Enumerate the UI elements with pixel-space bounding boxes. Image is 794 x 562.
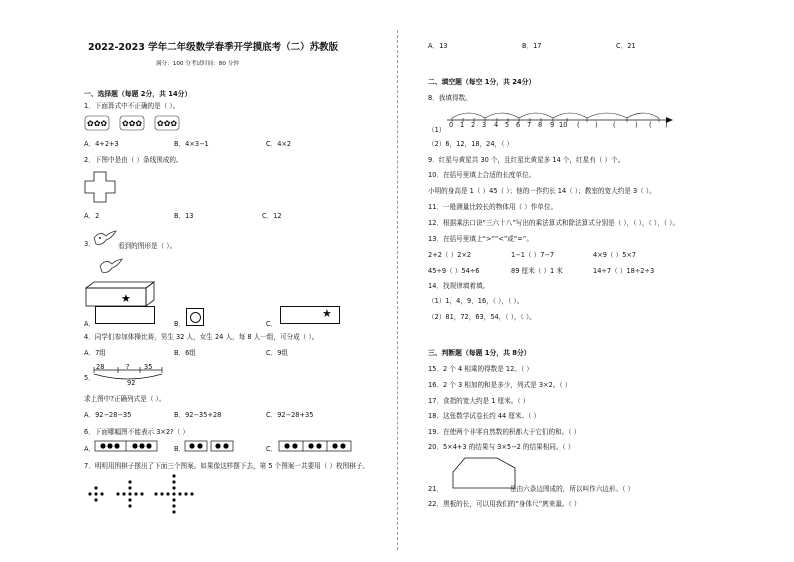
pattern-1	[88, 486, 103, 501]
question-3-number: 3．	[84, 240, 95, 248]
q5-option-b[interactable]: B．92−35+28	[174, 411, 222, 419]
cuboid-figure	[84, 280, 156, 308]
tick-label: 3	[482, 121, 487, 129]
blank-close[interactable]: )	[665, 121, 668, 129]
q14-part1[interactable]: （1）1，4，9，16，（ ），（ ）。	[428, 297, 524, 305]
group-2-picture	[120, 116, 144, 130]
question-4: 4．同学们参加体操比赛，男生 32 人，女生 24 人，每 8 人一组，可分成（ ）。	[84, 333, 319, 341]
question-18[interactable]: 18．这张数学试卷长约 44 厘米。（ ）	[428, 412, 541, 420]
q3-option-c-label[interactable]: C．	[266, 320, 278, 328]
section-fill-title: 二、填空题（每空 1分，共 24分）	[428, 78, 536, 86]
q1-option-b[interactable]: B．4×3−1	[174, 140, 209, 148]
group-3-picture	[155, 116, 179, 130]
segment-label-unknown: ?	[126, 363, 130, 371]
question-21-number: 21．	[428, 485, 443, 493]
q2-option-b[interactable]: B．13	[174, 212, 194, 220]
question-16[interactable]: 16．2 个 3 相加的和是多少，列式是 3×2。（ ）	[428, 381, 572, 389]
question-6: 6．下面哪幅图不能表示 3×2?（ ）	[84, 428, 189, 436]
question-2: 2．下图中是由（ ）条线围成的。	[84, 156, 183, 164]
q2-option-a[interactable]: A．2	[84, 212, 100, 220]
compare-cell[interactable]: 14÷7（ ）18÷2÷3	[593, 267, 655, 275]
question-17[interactable]: 17．食指的宽大约是 1 厘米。（ ）	[428, 397, 530, 405]
compare-cell[interactable]: 89 厘米（ ）1 米	[511, 267, 563, 275]
q8-part1-label: （1）	[428, 126, 446, 134]
segment-label-35: 35	[144, 363, 153, 371]
section-choice-title: 一、选择题（每题 2分，共 14分）	[84, 90, 192, 98]
q6-option-a-label[interactable]: A．	[84, 445, 96, 453]
pattern-2	[116, 480, 143, 507]
tick-label: 9	[550, 121, 555, 129]
blank-close[interactable]: )	[595, 121, 598, 129]
question-14: 14．找规律填着填。	[428, 282, 490, 290]
question-10: 10．在括号里填上合适的长度单位。	[428, 171, 536, 179]
tick-label: 6	[516, 121, 521, 129]
right-page	[397, 0, 794, 562]
tick-label: 4	[494, 121, 499, 129]
q6-option-a-dots[interactable]	[94, 440, 158, 452]
question-1: 1．下面算式中不正确的是（ ）。	[84, 102, 180, 110]
q1-pictures	[84, 114, 184, 132]
question-20[interactable]: 20．5×4+3 的结果与 3×5−2 的结果相同。（ ）	[428, 443, 575, 451]
blank-open[interactable]: (	[649, 121, 652, 129]
q14-part2[interactable]: （2）81，72，63，54，（ ），（ ）。	[428, 313, 536, 321]
go-stone-patterns	[86, 474, 196, 514]
q3-option-c-rectangle[interactable]	[280, 306, 340, 324]
q1-option-c[interactable]: C．4×2	[266, 140, 292, 148]
question-21[interactable]: 是由六条边围成的，所以叫作六边形。（ ）	[510, 485, 635, 493]
tick-label: 7	[527, 121, 532, 129]
q3-option-a-rectangle[interactable]	[95, 306, 155, 324]
blank-close[interactable]: )	[635, 121, 638, 129]
q10-text[interactable]: 小明的身高是 1（ ）45（ ）；他的一拃约长 14（ ）；教室的宽大约是 3（ ）。	[428, 187, 656, 195]
q8-part2[interactable]: （2）6，12，18，24，（ ）	[428, 140, 514, 148]
q6-option-c-label[interactable]: C．	[266, 445, 278, 453]
star-icon: ✿✿✿	[157, 119, 178, 128]
segment-label-92: 92	[127, 379, 136, 387]
question-3: 看到的图形是（ ）。	[118, 242, 177, 250]
tick-label: 1	[460, 121, 465, 129]
question-15[interactable]: 15．2 个 4 相乘的得数是 12。（ ）	[428, 365, 533, 373]
tick-label: 5	[505, 121, 510, 129]
question-9[interactable]: 9．红星与黄星共 30 个，且红星比黄星多 14 个，红星有（ ）个。	[428, 156, 625, 164]
hexagon-figure	[451, 456, 517, 490]
question-8: 8．我填得数。	[428, 94, 472, 102]
question-7: 7．明明用围棋子摆出了下面三个图案。如果像这样摆下去，第 5 个图案一共要用（ ）枚围棋子。	[84, 462, 370, 470]
q3-option-b-square[interactable]	[186, 308, 204, 326]
compare-cell[interactable]: 45÷9（ ）54÷6	[428, 267, 480, 275]
compare-cell[interactable]: 2+2（ ）2×2	[428, 251, 472, 259]
q4-option-c[interactable]: C．9组	[266, 349, 288, 357]
tick-label: 8	[538, 121, 543, 129]
jump-arcs	[452, 113, 659, 118]
question-19[interactable]: 19．在使两个非零自然数的积都大于它们的和。（ ）	[428, 428, 581, 436]
star-icon: ✿✿✿	[122, 119, 143, 128]
q6-option-b-label[interactable]: B．	[174, 445, 186, 453]
star-icon: ★	[121, 292, 131, 305]
segment-label-28: 28	[96, 363, 105, 371]
q5-option-a[interactable]: A．92−28−35	[84, 411, 132, 419]
blank-open[interactable]: (	[613, 121, 616, 129]
number-line-labels	[449, 121, 689, 131]
q7-option-a[interactable]: A．13	[428, 42, 448, 50]
question-5-number: 5．	[84, 374, 95, 382]
q4-option-a[interactable]: A．7组	[84, 349, 106, 357]
q1-option-a[interactable]: A．4+2+3	[84, 140, 119, 148]
question-11[interactable]: 11．一般测量比较长的物体用（ ）作单位。	[428, 203, 558, 211]
question-12[interactable]: 12．根据乘法口诀“三六十八”写出的乘法算式和除法算式分别是（ ），（ ），（ ），（ ）。	[428, 219, 680, 227]
q7-option-b[interactable]: B．17	[522, 42, 542, 50]
paper-title: 2022-2023 学年二年级数学春季开学摸底考（二）苏教版	[88, 42, 339, 53]
group-1-picture	[85, 116, 109, 130]
section-judge-title: 三、判断题（每题 1分，共 8分）	[428, 349, 531, 357]
tick-label: 10	[559, 121, 568, 129]
question-5: 求上图中?正确列式是（ ）。	[84, 395, 166, 403]
question-22[interactable]: 22．黑板的长，可以用我们的“身体尺”庹来量。（ ）	[428, 500, 581, 508]
compare-cell[interactable]: 4×9（ ）5×7	[593, 251, 637, 259]
star-icon: ★	[322, 307, 332, 320]
bird-icon	[92, 228, 118, 248]
tick-label: 0	[449, 121, 454, 129]
q7-option-c[interactable]: C．21	[616, 42, 636, 50]
q4-option-b[interactable]: B．6组	[174, 349, 196, 357]
cross-shape-figure	[84, 171, 116, 203]
q6-option-c-dots[interactable]	[278, 440, 352, 452]
q2-option-c[interactable]: C．12	[262, 212, 282, 220]
circle-icon	[190, 312, 201, 323]
blank-open[interactable]: (	[577, 121, 580, 129]
tick-label: 2	[471, 121, 476, 129]
star-icon: ✿✿✿	[87, 119, 108, 128]
q5-option-c[interactable]: C．92−28+35	[266, 411, 314, 419]
compare-cell[interactable]: 1−1（ ）7−7	[511, 251, 555, 259]
question-13: 13．在括号里填上“>”“<”或“=”。	[428, 235, 533, 243]
q3-option-a-label[interactable]: A．	[84, 320, 96, 328]
q3-option-b-label[interactable]: B．	[174, 320, 186, 328]
q6-option-b-dots[interactable]	[184, 440, 234, 452]
paper-subtitle: 满分：100 分考试时间：80 分钟	[156, 61, 239, 67]
bird-icon	[98, 256, 124, 276]
pattern-3	[154, 474, 193, 513]
